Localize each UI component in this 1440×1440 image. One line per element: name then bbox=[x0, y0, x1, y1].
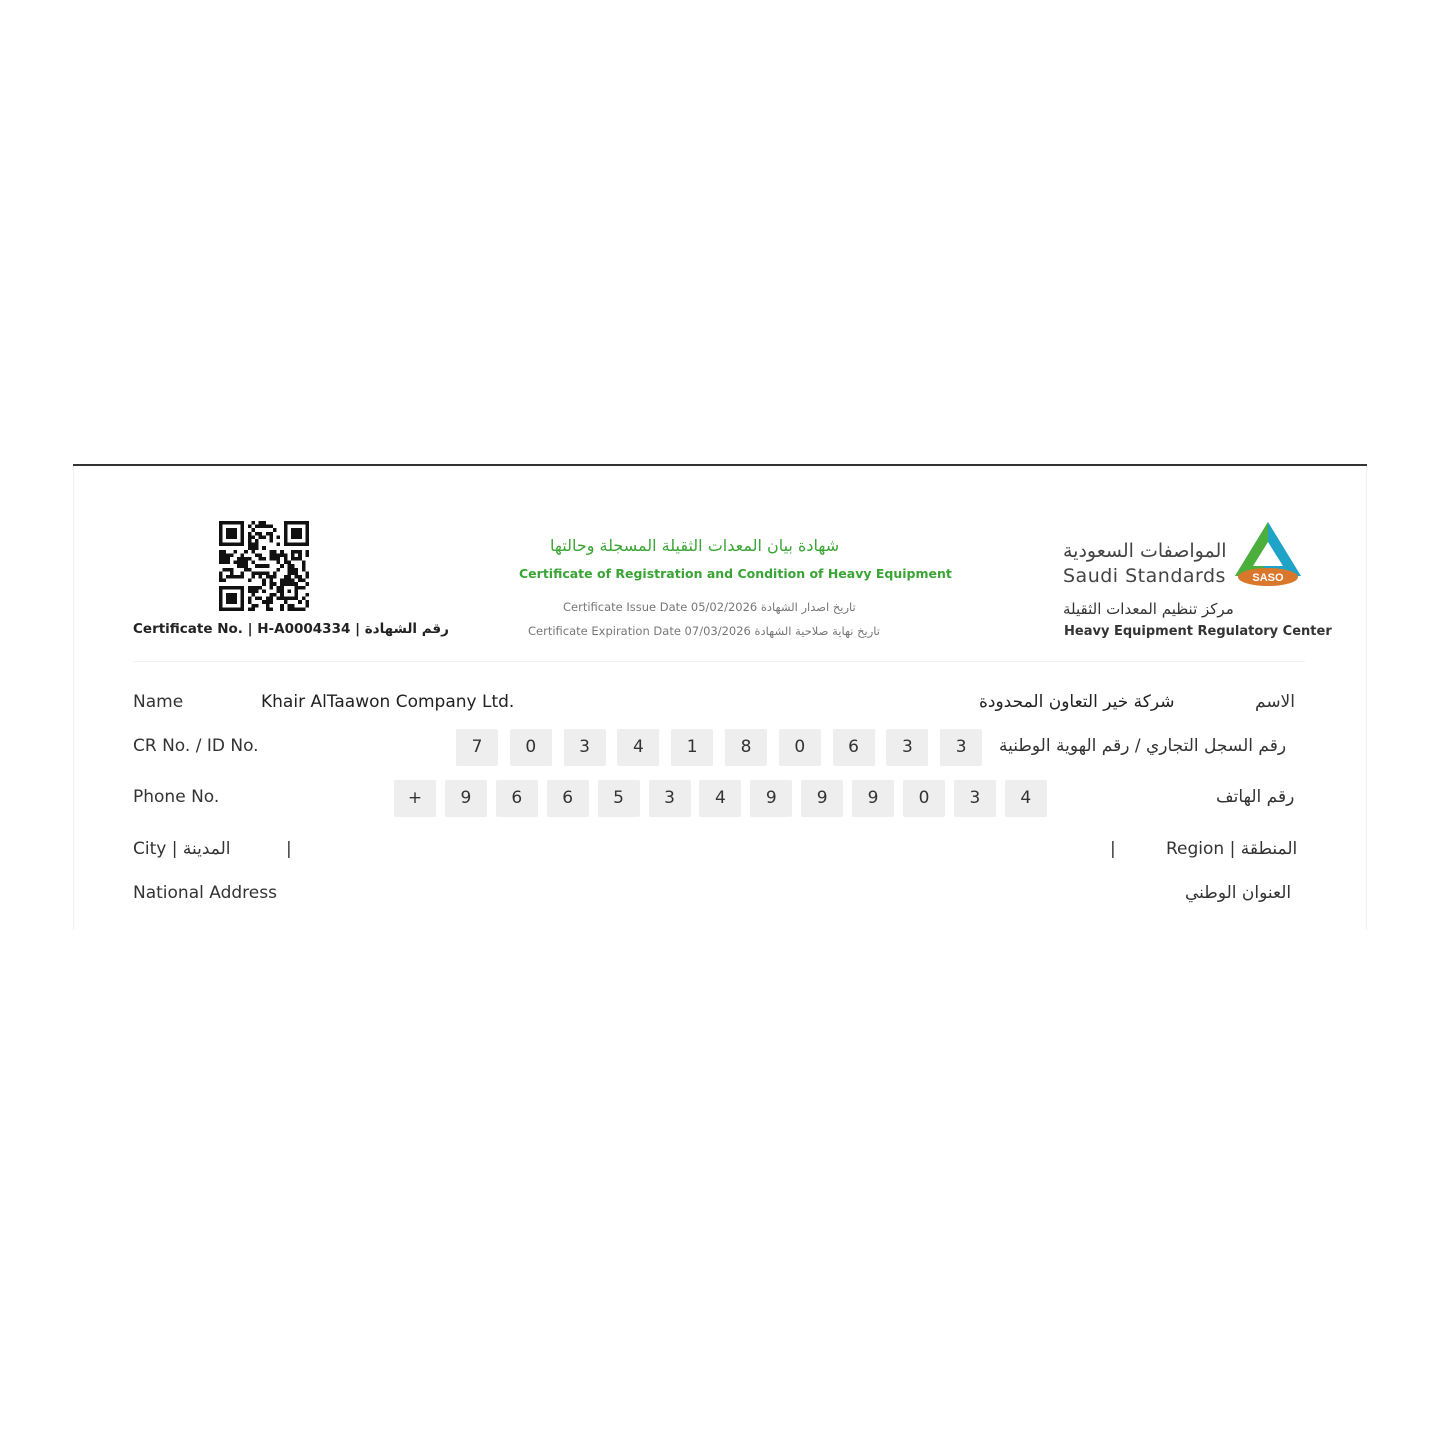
cr-digit-box: 3 bbox=[886, 729, 928, 766]
phone-digit-box: 4 bbox=[699, 780, 741, 817]
cr-digit-box: 7 bbox=[456, 729, 498, 766]
phone-label: Phone No. bbox=[133, 787, 220, 807]
saso-logo-icon bbox=[1233, 520, 1303, 588]
phone-digit-box: 9 bbox=[801, 780, 843, 817]
cr-digit-box: 6 bbox=[833, 729, 875, 766]
phone-digit-box: 4 bbox=[1005, 780, 1047, 817]
cr-digit-box: 3 bbox=[940, 729, 982, 766]
certificate-title-en: Certificate of Registration and Condition of Heavy Equipment bbox=[519, 566, 952, 581]
cr-label-ar: رقم السجل التجاري / رقم الهوية الوطنية bbox=[999, 736, 1287, 756]
national-address-label: National Address bbox=[133, 883, 277, 903]
org-name-ar: المواصفات السعودية bbox=[1063, 540, 1227, 562]
city-value-separator: | bbox=[286, 839, 292, 859]
name-value-ar: شركة خير التعاون المحدودة bbox=[979, 692, 1175, 712]
certificate-number: Certificate No. | H-A0004334 | رقم الشهادة bbox=[133, 621, 449, 637]
cr-digit-box: 0 bbox=[779, 729, 821, 766]
org-name-en: Saudi Standards bbox=[1063, 565, 1226, 587]
certificate-title-ar: شهادة بيان المعدات الثقيلة المسجلة وحالتها bbox=[550, 536, 840, 555]
cr-label: CR No. / ID No. bbox=[133, 736, 259, 756]
cr-digit-box: 3 bbox=[564, 729, 606, 766]
phone-digit-box: 3 bbox=[954, 780, 996, 817]
name-label: Name bbox=[133, 692, 184, 712]
cr-digit-box: 0 bbox=[510, 729, 552, 766]
center-name-en: Heavy Equipment Regulatory Center bbox=[1064, 624, 1332, 639]
phone-digit-box: 6 bbox=[496, 780, 538, 817]
cr-digit-box: 8 bbox=[725, 729, 767, 766]
name-value: Khair AlTaawon Company Ltd. bbox=[261, 692, 515, 712]
phone-digit-box: 5 bbox=[598, 780, 640, 817]
cr-digit-box: 4 bbox=[617, 729, 659, 766]
phone-digit-box: 6 bbox=[547, 780, 589, 817]
saso-badge-text: SASO bbox=[1252, 572, 1284, 584]
phone-digit-box: 3 bbox=[649, 780, 691, 817]
issue-date: Certificate Issue Date 05/02/2026 تاريخ اصدار الشهادة bbox=[563, 600, 856, 614]
phone-digit-box: + bbox=[394, 780, 436, 817]
name-label-ar: الاسم bbox=[1255, 692, 1295, 712]
phone-label-ar: رقم الهاتف bbox=[1216, 787, 1295, 807]
cr-digit-box: 1 bbox=[671, 729, 713, 766]
city-label: City | المدينة bbox=[133, 839, 231, 859]
qr-code-icon[interactable] bbox=[219, 521, 309, 611]
header-divider bbox=[133, 661, 1305, 662]
center-name-ar: مركز تنظيم المعدات الثقيلة bbox=[1063, 600, 1234, 618]
phone-digit-box: 0 bbox=[903, 780, 945, 817]
phone-digit-box: 9 bbox=[750, 780, 792, 817]
phone-digit-box: 9 bbox=[852, 780, 894, 817]
national-address-label-ar: العنوان الوطني bbox=[1185, 883, 1292, 903]
phone-digit-box: 9 bbox=[445, 780, 487, 817]
expiry-date: Certificate Expiration Date 07/03/2026 تاريخ نهاية صلاحية الشهادة bbox=[528, 624, 881, 638]
region-value-separator: | bbox=[1110, 839, 1116, 859]
region-label: Region | المنطقة bbox=[1166, 839, 1298, 859]
